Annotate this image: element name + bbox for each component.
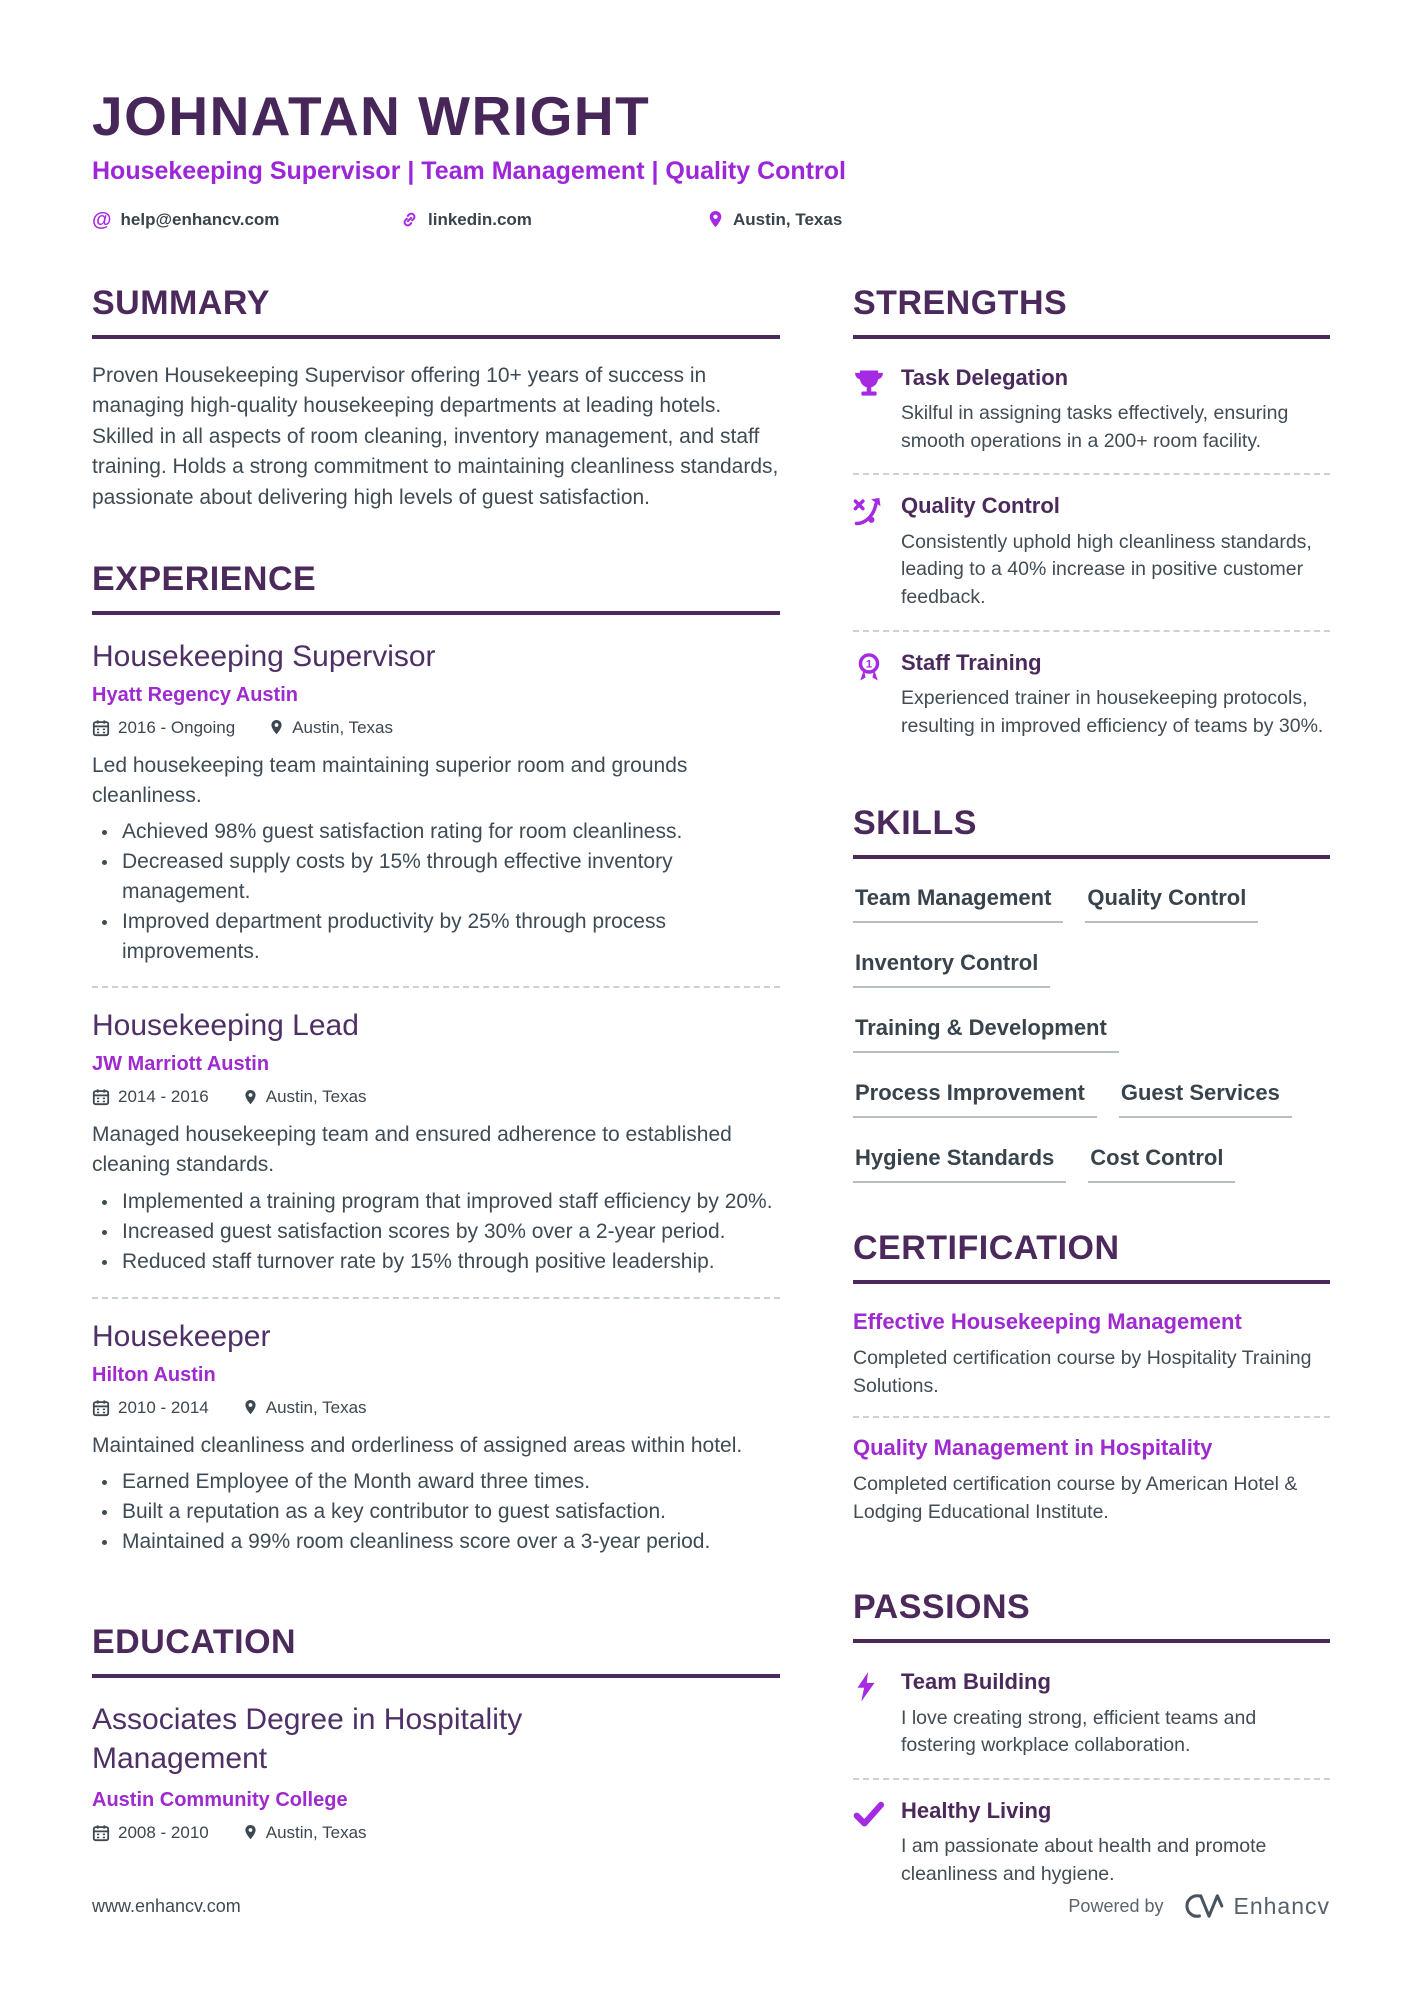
powered-by-block[interactable]: [1068, 1891, 1330, 1921]
job-entry: [92, 1299, 780, 1577]
brand-wrap: [1179, 1891, 1330, 1921]
certification-item: [853, 1306, 1330, 1418]
job-description: Maintained cleanliness and orderliness of assigned areas within hotel.: [92, 1433, 743, 1457]
calendar-icon: [92, 1824, 110, 1842]
job-dates-text: 2010 - 2014: [118, 1397, 209, 1417]
passion-title: Healthy Living: [901, 1798, 1052, 1823]
location-icon: [243, 1399, 258, 1416]
job-company: JW Marriott Austin: [92, 1053, 270, 1076]
summary-section: [92, 284, 780, 514]
strength-title: Quality Control: [901, 493, 1060, 519]
footer-website-link[interactable]: www.enhancv.com: [92, 1895, 241, 1916]
job-dates-text: 2014 - 2016: [118, 1087, 209, 1107]
job-bullets: [92, 817, 780, 966]
job-bullet: • Improved department productivity by 25% through process improvements.: [119, 907, 780, 967]
contact-row: [92, 210, 1330, 230]
strength-item: [853, 632, 1330, 759]
strength-text: Experienced trainer in housekeeping protocols, resulting in improved efficiency of teams by 30%.: [901, 687, 1324, 737]
job-entry: [92, 637, 780, 989]
contact-linkedin-text: linkedin.com: [428, 209, 532, 229]
certification-title: Effective Housekeeping Management: [853, 1309, 1242, 1335]
location-icon: [243, 1824, 258, 1841]
job-dates: [92, 1087, 209, 1107]
job-bullet: • Built a reputation as a key contributor to guest satisfaction.: [119, 1497, 780, 1527]
contact-linkedin[interactable]: [400, 210, 707, 230]
content-columns: [92, 284, 1330, 1907]
job-location-text: Austin, Texas: [292, 717, 393, 737]
job-location-text: Austin, Texas: [265, 1397, 367, 1417]
contact-location: [707, 210, 842, 230]
certification-item: [853, 1418, 1330, 1542]
summary-text: Proven Housekeeping Supervisor offering 10+ years of success in managing high-quality housekeeping departments at leading hotels. Skilled in all aspects of room cleaning, inventory management, and staff training. Holds a strong commitment to maintaining cleanliness standards, passionate about delivering high levels of guest satisfaction.: [92, 363, 779, 510]
right-column: [853, 284, 1330, 1907]
education-location-text: Austin, Texas: [265, 1822, 367, 1842]
calendar-icon: [92, 719, 110, 737]
skills-list: [853, 881, 1330, 1183]
strength-text: Consistently uphold high cleanliness standards, leading to a 40% increase in positive customer feedback.: [901, 530, 1312, 609]
education-location: [243, 1823, 367, 1843]
experience-section: [92, 560, 780, 1577]
certification-heading: CERTIFICATION: [853, 1229, 1330, 1284]
job-bullet: • Earned Employee of the Month award three times.: [119, 1467, 780, 1497]
passions-heading: PASSIONS: [853, 1588, 1330, 1643]
job-bullet: • Implemented a training program that improved staff efficiency by 20%.: [119, 1187, 780, 1217]
passion-text: I love creating strong, efficient teams and fostering workplace collaboration.: [901, 1706, 1257, 1757]
strength-body: [901, 365, 1330, 456]
medal-icon: [853, 650, 901, 741]
experience-heading: EXPERIENCE: [92, 560, 780, 615]
job-bullet: • Increased guest satisfaction scores by 30% over a 2-year period.: [119, 1217, 780, 1247]
calendar-icon: [92, 1088, 110, 1106]
strength-title: Staff Training: [901, 649, 1042, 675]
job-company: Hyatt Regency Austin: [92, 683, 298, 706]
enhancv-logo-icon: [1179, 1891, 1225, 1921]
job-title: Housekeeping Lead: [92, 1009, 359, 1043]
resume-header: [92, 86, 1330, 230]
education-dates: [92, 1823, 209, 1843]
person-name: JOHNATAN WRIGHT: [92, 85, 651, 147]
passion-item: [853, 1780, 1330, 1907]
location-icon: [707, 210, 724, 229]
strengths-section: [853, 284, 1330, 759]
lightning-icon: [853, 1669, 901, 1760]
certification-text: Completed certification course by Hospitality Training Solutions.: [853, 1346, 1312, 1397]
job-company: Hilton Austin: [92, 1363, 216, 1386]
certification-section: [853, 1229, 1330, 1542]
education-section: [92, 1623, 780, 1843]
brand-name: Enhancv: [1233, 1892, 1330, 1919]
strength-item: [853, 475, 1330, 631]
job-title: Housekeeping Supervisor: [92, 639, 436, 673]
education-heading: EDUCATION: [92, 1623, 780, 1678]
certification-title: Quality Management in Hospitality: [853, 1435, 1213, 1461]
job-bullets: [92, 1467, 780, 1556]
passion-body: [901, 1669, 1330, 1760]
skill-tag: Hygiene Standards: [853, 1145, 1066, 1183]
skill-tag: Cost Control: [1088, 1145, 1235, 1183]
passion-item: [853, 1665, 1330, 1780]
job-location-text: Austin, Texas: [265, 1087, 367, 1107]
skill-tag: Process Improvement: [853, 1080, 1097, 1118]
job-bullet: • Decreased supply costs by 15% through effective inventory management.: [119, 847, 780, 907]
link-icon: [400, 210, 419, 229]
job-meta: [92, 718, 780, 738]
job-dates: [92, 718, 235, 738]
job-title: Housekeeper: [92, 1319, 271, 1353]
contact-email-text: help@enhancv.com: [120, 209, 280, 229]
job-dates: [92, 1398, 209, 1418]
strengths-heading: STRENGTHS: [853, 284, 1330, 339]
skill-tag: Training & Development: [853, 1015, 1119, 1053]
passion-title: Team Building: [901, 1669, 1051, 1695]
education-dates-text: 2008 - 2010: [118, 1822, 209, 1842]
job-meta: [92, 1087, 780, 1107]
passion-text: I am passionate about health and promote cleanliness and hygiene.: [901, 1835, 1267, 1886]
job-location: [243, 1087, 367, 1107]
job-description: Led housekeeping team maintaining superior room and grounds cleanliness.: [92, 753, 688, 807]
strength-body: [901, 650, 1330, 741]
powered-by-label: Powered by: [1068, 1895, 1164, 1916]
job-bullet: • Reduced staff turnover rate by 15% through positive leadership.: [119, 1247, 780, 1277]
job-meta: [92, 1398, 780, 1418]
left-column: [92, 284, 780, 1907]
job-bullet: • Maintained a 99% room cleanliness score over a 3-year period.: [119, 1527, 780, 1557]
check-icon: [853, 1798, 901, 1889]
calendar-icon: [92, 1399, 110, 1417]
strength-title: Task Delegation: [901, 364, 1069, 390]
person-headline: Housekeeping Supervisor | Team Management | Quality Control: [92, 156, 846, 185]
strength-text: Skilful in assigning tasks effectively, ensuring smooth operations in a 200+ room facility.: [901, 401, 1289, 452]
at-icon: @: [92, 208, 112, 231]
education-degree: Associates Degree in Hospitality Management: [92, 1702, 523, 1776]
location-icon: [269, 719, 284, 736]
strength-item: [853, 361, 1330, 476]
location-icon: [243, 1089, 258, 1106]
job-dates-text: 2016 - Ongoing: [118, 717, 236, 737]
education-school: Austin Community College: [92, 1788, 348, 1811]
skill-tag: Quality Control: [1085, 885, 1258, 923]
skills-section: [853, 804, 1330, 1183]
passion-body: [901, 1798, 1330, 1889]
strategy-icon: [853, 493, 901, 611]
contact-email[interactable]: [92, 210, 400, 230]
skill-tag: Inventory Control: [853, 950, 1050, 988]
skill-tag: Guest Services: [1119, 1080, 1292, 1118]
svg-text:1: 1: [865, 658, 873, 671]
skills-heading: SKILLS: [853, 804, 1330, 859]
trophy-icon: [853, 365, 901, 456]
passions-section: [853, 1588, 1330, 1907]
job-location: [269, 718, 393, 738]
page-footer: [92, 1891, 1330, 1921]
education-meta: [92, 1823, 780, 1843]
strength-body: [901, 493, 1330, 611]
summary-heading: SUMMARY: [92, 284, 780, 339]
certification-text: Completed certification course by American Hotel & Lodging Educational Institute.: [853, 1472, 1298, 1523]
contact-location-text: Austin, Texas: [733, 209, 843, 229]
job-bullet: • Achieved 98% guest satisfaction rating for room cleanliness.: [119, 817, 780, 847]
job-description: Managed housekeeping team and ensured adherence to established cleaning standards.: [92, 1123, 732, 1177]
job-entry: [92, 988, 780, 1298]
job-location: [243, 1398, 367, 1418]
job-bullets: [92, 1187, 780, 1276]
skill-tag: Team Management: [853, 885, 1063, 923]
